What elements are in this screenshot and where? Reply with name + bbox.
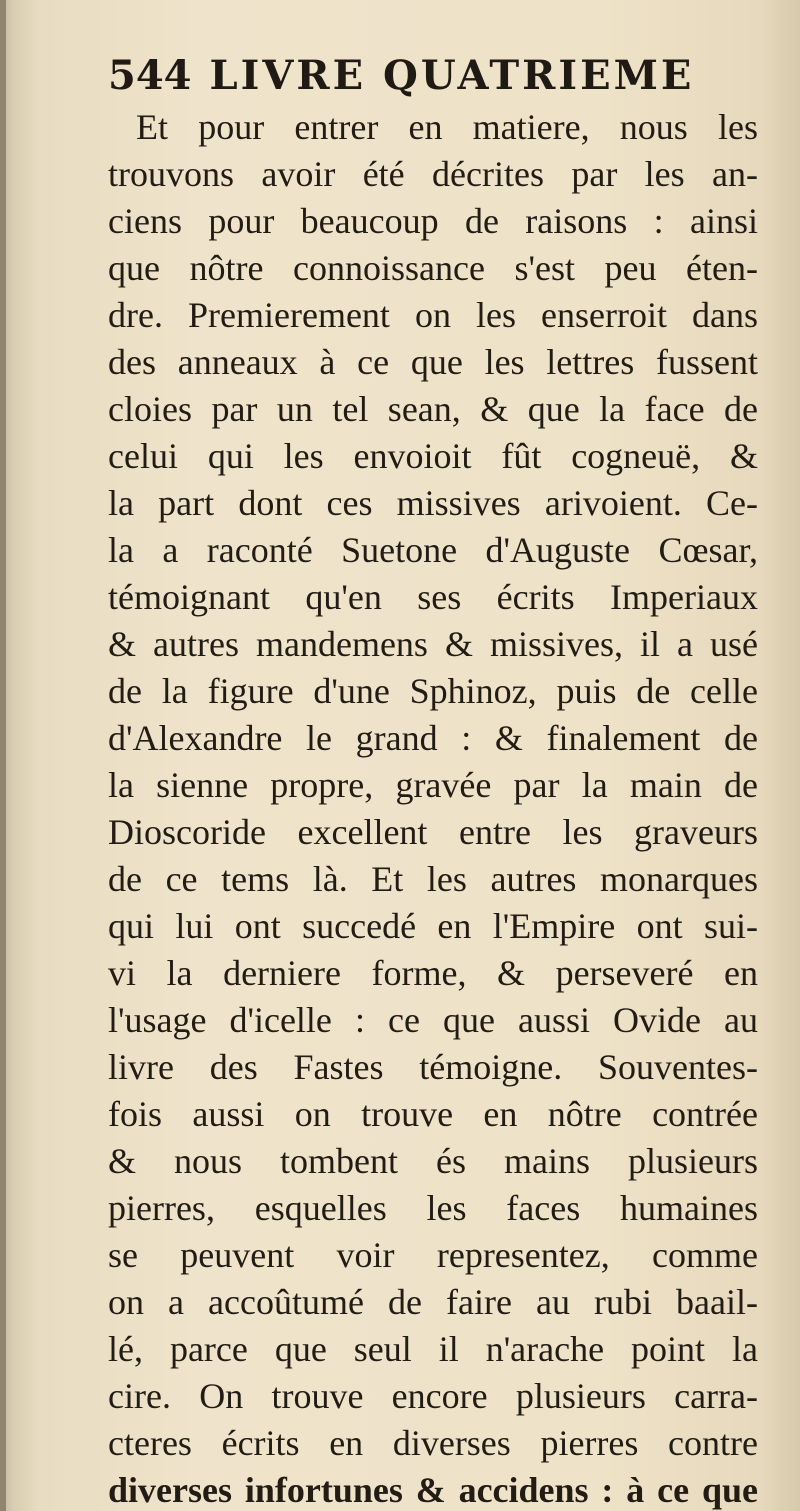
running-head: LIVRE QUATRIEME — [209, 52, 695, 99]
text-line: cteres écrits en diverses pierres contre — [108, 1423, 758, 1463]
text-line: celui qui les envoioit fût cogneuë, & — [108, 436, 758, 476]
text-line: & nous tombent és mains plusieurs — [108, 1141, 758, 1181]
text-line: la sienne propre, gravée par la main de — [108, 765, 758, 805]
page-header — [108, 52, 748, 108]
text-line: livre des Fastes témoigne. Souventes- — [108, 1047, 758, 1087]
binding-shadow — [0, 0, 6, 1511]
text-line: trouvons avoir été décrites par les an- — [108, 154, 758, 194]
text-line: fois aussi on trouve en nôtre contrée — [108, 1094, 758, 1134]
text-line: qui lui ont succedé en l'Empire ont sui- — [108, 906, 758, 946]
text-line: témoignant qu'en ses écrits Imperiaux — [108, 577, 758, 617]
text-line: & autres mandemens & missives, il a usé — [108, 624, 758, 664]
text-line: lé, parce que seul il n'arache point la — [108, 1329, 758, 1369]
body-text — [108, 104, 758, 1511]
text-line: se peuvent voir representez, comme — [108, 1235, 758, 1275]
text-line: Dioscoride excellent entre les graveurs — [108, 812, 758, 852]
text-line: vi la derniere forme, & perseveré en — [108, 953, 758, 993]
text-line: la part dont ces missives arivoient. Ce- — [108, 483, 758, 523]
page-number: 544 — [108, 52, 192, 99]
text-line: pierres, esquelles les faces humaines — [108, 1188, 758, 1228]
text-line: Et pour entrer en matiere, nous les — [136, 107, 758, 147]
text-line: que nôtre connoissance s'est peu éten- — [108, 248, 758, 288]
text-line: de la figure d'une Sphinoz, puis de celle — [108, 671, 758, 711]
text-line: ciens pour beaucoup de raisons : ainsi — [108, 201, 758, 241]
text-line: d'Alexandre le grand : & finalement de — [108, 718, 758, 758]
text-line: on a accoûtumé de faire au rubi baail- — [108, 1282, 758, 1322]
text-line: de ce tems là. Et les autres monarques — [108, 859, 758, 899]
text-line: cloies par un tel sean, & que la face de — [108, 389, 758, 429]
text-line: dre. Premierement on les enserroit dans — [108, 295, 758, 335]
text-line: cire. On trouve encore plusieurs carra- — [108, 1376, 758, 1416]
text-line: l'usage d'icelle : ce que aussi Ovide au — [108, 1000, 758, 1040]
text-line: la a raconté Suetone d'Auguste Cœsar, — [108, 530, 758, 570]
text-line: des anneaux à ce que les lettres fussent — [108, 342, 758, 382]
text-line: diverses infortunes & accidens : à ce que — [108, 1470, 758, 1510]
